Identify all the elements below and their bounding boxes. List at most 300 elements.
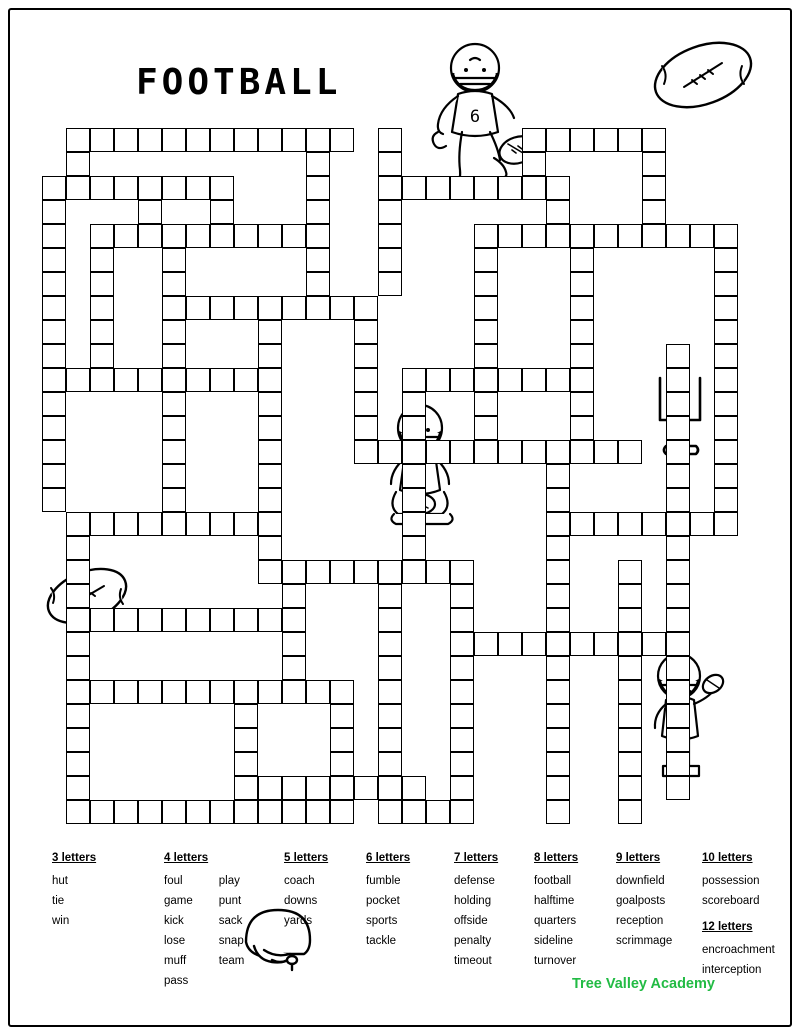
crossword-cell[interactable] bbox=[618, 440, 642, 464]
crossword-cell[interactable] bbox=[282, 584, 306, 608]
crossword-cell[interactable] bbox=[162, 488, 186, 512]
crossword-cell[interactable] bbox=[162, 248, 186, 272]
crossword-cell[interactable] bbox=[402, 488, 426, 512]
crossword-cell[interactable] bbox=[186, 368, 210, 392]
crossword-cell[interactable] bbox=[474, 344, 498, 368]
crossword-cell[interactable] bbox=[66, 752, 90, 776]
crossword-cell[interactable] bbox=[282, 560, 306, 584]
crossword-cell[interactable] bbox=[546, 464, 570, 488]
crossword-cell[interactable] bbox=[162, 512, 186, 536]
crossword-cell[interactable] bbox=[522, 128, 546, 152]
crossword-cell[interactable] bbox=[306, 296, 330, 320]
crossword-cell[interactable] bbox=[90, 368, 114, 392]
crossword-cell[interactable] bbox=[570, 392, 594, 416]
crossword-cell[interactable] bbox=[330, 128, 354, 152]
crossword-cell[interactable] bbox=[186, 800, 210, 824]
crossword-cell[interactable] bbox=[210, 368, 234, 392]
crossword-cell[interactable] bbox=[258, 296, 282, 320]
crossword-cell[interactable] bbox=[258, 608, 282, 632]
crossword-cell[interactable] bbox=[450, 584, 474, 608]
crossword-cell[interactable] bbox=[690, 224, 714, 248]
crossword-cell[interactable] bbox=[210, 680, 234, 704]
crossword-cell[interactable] bbox=[450, 608, 474, 632]
crossword-cell[interactable] bbox=[66, 608, 90, 632]
crossword-cell[interactable] bbox=[570, 224, 594, 248]
crossword-cell[interactable] bbox=[546, 656, 570, 680]
crossword-cell[interactable] bbox=[210, 200, 234, 224]
crossword-cell[interactable] bbox=[66, 560, 90, 584]
crossword-cell[interactable] bbox=[90, 248, 114, 272]
crossword-cell[interactable] bbox=[546, 176, 570, 200]
crossword-cell[interactable] bbox=[522, 440, 546, 464]
crossword-cell[interactable] bbox=[354, 320, 378, 344]
crossword-cell[interactable] bbox=[570, 272, 594, 296]
crossword-cell[interactable] bbox=[666, 728, 690, 752]
crossword-cell[interactable] bbox=[162, 416, 186, 440]
crossword-cell[interactable] bbox=[570, 320, 594, 344]
crossword-cell[interactable] bbox=[570, 632, 594, 656]
crossword-cell[interactable] bbox=[306, 224, 330, 248]
crossword-cell[interactable] bbox=[546, 608, 570, 632]
crossword-cell[interactable] bbox=[714, 248, 738, 272]
crossword-cell[interactable] bbox=[522, 368, 546, 392]
crossword-cell[interactable] bbox=[378, 224, 402, 248]
crossword-cell[interactable] bbox=[402, 560, 426, 584]
crossword-cell[interactable] bbox=[498, 632, 522, 656]
crossword-cell[interactable] bbox=[90, 512, 114, 536]
crossword-cell[interactable] bbox=[234, 800, 258, 824]
crossword-cell[interactable] bbox=[666, 392, 690, 416]
crossword-cell[interactable] bbox=[378, 608, 402, 632]
crossword-cell[interactable] bbox=[282, 632, 306, 656]
crossword-cell[interactable] bbox=[714, 272, 738, 296]
crossword-cell[interactable] bbox=[450, 728, 474, 752]
crossword-cell[interactable] bbox=[714, 368, 738, 392]
crossword-cell[interactable] bbox=[66, 512, 90, 536]
crossword-cell[interactable] bbox=[42, 416, 66, 440]
crossword-cell[interactable] bbox=[618, 632, 642, 656]
crossword-cell[interactable] bbox=[378, 656, 402, 680]
crossword-cell[interactable] bbox=[378, 584, 402, 608]
crossword-cell[interactable] bbox=[258, 416, 282, 440]
crossword-cell[interactable] bbox=[402, 416, 426, 440]
crossword-cell[interactable] bbox=[666, 680, 690, 704]
crossword-cell[interactable] bbox=[354, 776, 378, 800]
crossword-cell[interactable] bbox=[186, 296, 210, 320]
crossword-cell[interactable] bbox=[306, 800, 330, 824]
crossword-cell[interactable] bbox=[234, 512, 258, 536]
crossword-cell[interactable] bbox=[642, 512, 666, 536]
crossword-cell[interactable] bbox=[570, 128, 594, 152]
crossword-cell[interactable] bbox=[258, 392, 282, 416]
crossword-cell[interactable] bbox=[138, 128, 162, 152]
crossword-cell[interactable] bbox=[210, 608, 234, 632]
crossword-cell[interactable] bbox=[234, 608, 258, 632]
crossword-cell[interactable] bbox=[90, 296, 114, 320]
crossword-cell[interactable] bbox=[162, 680, 186, 704]
crossword-cell[interactable] bbox=[378, 728, 402, 752]
crossword-cell[interactable] bbox=[66, 728, 90, 752]
crossword-cell[interactable] bbox=[666, 488, 690, 512]
crossword-cell[interactable] bbox=[402, 536, 426, 560]
crossword-cell[interactable] bbox=[210, 224, 234, 248]
crossword-cell[interactable] bbox=[402, 464, 426, 488]
crossword-cell[interactable] bbox=[234, 776, 258, 800]
crossword-cell[interactable] bbox=[186, 608, 210, 632]
crossword-cell[interactable] bbox=[210, 800, 234, 824]
crossword-cell[interactable] bbox=[402, 800, 426, 824]
crossword-cell[interactable] bbox=[474, 272, 498, 296]
crossword-cell[interactable] bbox=[498, 224, 522, 248]
crossword-cell[interactable] bbox=[618, 128, 642, 152]
crossword-cell[interactable] bbox=[666, 704, 690, 728]
crossword-cell[interactable] bbox=[714, 320, 738, 344]
crossword-cell[interactable] bbox=[210, 128, 234, 152]
crossword-cell[interactable] bbox=[570, 248, 594, 272]
crossword-cell[interactable] bbox=[258, 320, 282, 344]
crossword-cell[interactable] bbox=[546, 800, 570, 824]
crossword-cell[interactable] bbox=[666, 416, 690, 440]
crossword-cell[interactable] bbox=[306, 776, 330, 800]
crossword-cell[interactable] bbox=[690, 512, 714, 536]
crossword-cell[interactable] bbox=[282, 680, 306, 704]
crossword-cell[interactable] bbox=[258, 224, 282, 248]
crossword-cell[interactable] bbox=[306, 248, 330, 272]
crossword-cell[interactable] bbox=[234, 704, 258, 728]
crossword-cell[interactable] bbox=[402, 776, 426, 800]
crossword-cell[interactable] bbox=[234, 128, 258, 152]
crossword-cell[interactable] bbox=[474, 320, 498, 344]
crossword-cell[interactable] bbox=[90, 320, 114, 344]
crossword-cell[interactable] bbox=[474, 368, 498, 392]
crossword-cell[interactable] bbox=[474, 440, 498, 464]
crossword-cell[interactable] bbox=[282, 608, 306, 632]
crossword-cell[interactable] bbox=[426, 560, 450, 584]
crossword-cell[interactable] bbox=[90, 176, 114, 200]
crossword-cell[interactable] bbox=[186, 680, 210, 704]
crossword-cell[interactable] bbox=[330, 296, 354, 320]
crossword-cell[interactable] bbox=[594, 512, 618, 536]
crossword-cell[interactable] bbox=[666, 776, 690, 800]
crossword-cell[interactable] bbox=[402, 392, 426, 416]
crossword-cell[interactable] bbox=[474, 416, 498, 440]
crossword-cell[interactable] bbox=[42, 224, 66, 248]
crossword-cell[interactable] bbox=[450, 632, 474, 656]
crossword-cell[interactable] bbox=[306, 200, 330, 224]
crossword-cell[interactable] bbox=[450, 368, 474, 392]
crossword-cell[interactable] bbox=[546, 704, 570, 728]
crossword-cell[interactable] bbox=[666, 632, 690, 656]
crossword-cell[interactable] bbox=[546, 680, 570, 704]
crossword-cell[interactable] bbox=[306, 152, 330, 176]
crossword-cell[interactable] bbox=[474, 296, 498, 320]
crossword-cell[interactable] bbox=[594, 224, 618, 248]
crossword-cell[interactable] bbox=[42, 272, 66, 296]
crossword-cell[interactable] bbox=[426, 368, 450, 392]
crossword-cell[interactable] bbox=[114, 608, 138, 632]
crossword-cell[interactable] bbox=[66, 584, 90, 608]
crossword-cell[interactable] bbox=[426, 800, 450, 824]
crossword-cell[interactable] bbox=[258, 128, 282, 152]
crossword-cell[interactable] bbox=[282, 800, 306, 824]
crossword-cell[interactable] bbox=[378, 800, 402, 824]
crossword-cell[interactable] bbox=[378, 176, 402, 200]
crossword-cell[interactable] bbox=[90, 128, 114, 152]
crossword-cell[interactable] bbox=[42, 296, 66, 320]
crossword-cell[interactable] bbox=[186, 224, 210, 248]
crossword-cell[interactable] bbox=[714, 392, 738, 416]
crossword-cell[interactable] bbox=[498, 176, 522, 200]
crossword-cell[interactable] bbox=[42, 392, 66, 416]
crossword-cell[interactable] bbox=[162, 128, 186, 152]
crossword-cell[interactable] bbox=[330, 776, 354, 800]
crossword-cell[interactable] bbox=[330, 704, 354, 728]
crossword-cell[interactable] bbox=[618, 800, 642, 824]
crossword-cell[interactable] bbox=[162, 368, 186, 392]
crossword-cell[interactable] bbox=[450, 560, 474, 584]
crossword-cell[interactable] bbox=[546, 200, 570, 224]
crossword-cell[interactable] bbox=[42, 200, 66, 224]
crossword-cell[interactable] bbox=[162, 296, 186, 320]
crossword-cell[interactable] bbox=[330, 560, 354, 584]
crossword-cell[interactable] bbox=[306, 272, 330, 296]
crossword-cell[interactable] bbox=[354, 416, 378, 440]
crossword-cell[interactable] bbox=[498, 368, 522, 392]
crossword-cell[interactable] bbox=[522, 632, 546, 656]
crossword-cell[interactable] bbox=[714, 512, 738, 536]
crossword-cell[interactable] bbox=[90, 800, 114, 824]
crossword-cell[interactable] bbox=[138, 200, 162, 224]
crossword-cell[interactable] bbox=[426, 176, 450, 200]
crossword-cell[interactable] bbox=[90, 344, 114, 368]
crossword-cell[interactable] bbox=[618, 512, 642, 536]
crossword-cell[interactable] bbox=[450, 656, 474, 680]
crossword-cell[interactable] bbox=[546, 128, 570, 152]
crossword-cell[interactable] bbox=[90, 272, 114, 296]
crossword-cell[interactable] bbox=[378, 776, 402, 800]
crossword-cell[interactable] bbox=[546, 440, 570, 464]
crossword-cell[interactable] bbox=[138, 176, 162, 200]
crossword-cell[interactable] bbox=[666, 584, 690, 608]
crossword-cell[interactable] bbox=[354, 560, 378, 584]
crossword-cell[interactable] bbox=[234, 680, 258, 704]
crossword-cell[interactable] bbox=[666, 536, 690, 560]
crossword-cell[interactable] bbox=[162, 320, 186, 344]
crossword-cell[interactable] bbox=[594, 440, 618, 464]
crossword-cell[interactable] bbox=[378, 152, 402, 176]
crossword-cell[interactable] bbox=[666, 608, 690, 632]
crossword-cell[interactable] bbox=[594, 632, 618, 656]
crossword-cell[interactable] bbox=[546, 224, 570, 248]
crossword-cell[interactable] bbox=[258, 488, 282, 512]
crossword-cell[interactable] bbox=[282, 296, 306, 320]
crossword-cell[interactable] bbox=[546, 728, 570, 752]
crossword-cell[interactable] bbox=[570, 344, 594, 368]
crossword-cell[interactable] bbox=[570, 368, 594, 392]
crossword-cell[interactable] bbox=[258, 344, 282, 368]
crossword-cell[interactable] bbox=[474, 392, 498, 416]
crossword-cell[interactable] bbox=[210, 296, 234, 320]
crossword-cell[interactable] bbox=[210, 512, 234, 536]
crossword-cell[interactable] bbox=[162, 272, 186, 296]
crossword-cell[interactable] bbox=[618, 608, 642, 632]
crossword-cell[interactable] bbox=[66, 680, 90, 704]
crossword-cell[interactable] bbox=[450, 752, 474, 776]
crossword-cell[interactable] bbox=[546, 752, 570, 776]
crossword-cell[interactable] bbox=[666, 344, 690, 368]
crossword-cell[interactable] bbox=[114, 680, 138, 704]
crossword-cell[interactable] bbox=[138, 368, 162, 392]
crossword-cell[interactable] bbox=[282, 776, 306, 800]
crossword-cell[interactable] bbox=[258, 512, 282, 536]
crossword-cell[interactable] bbox=[666, 464, 690, 488]
crossword-cell[interactable] bbox=[714, 440, 738, 464]
crossword-cell[interactable] bbox=[666, 560, 690, 584]
crossword-cell[interactable] bbox=[42, 368, 66, 392]
crossword-cell[interactable] bbox=[618, 704, 642, 728]
crossword-cell[interactable] bbox=[618, 752, 642, 776]
crossword-cell[interactable] bbox=[282, 128, 306, 152]
crossword-cell[interactable] bbox=[618, 584, 642, 608]
crossword-cell[interactable] bbox=[570, 512, 594, 536]
crossword-cell[interactable] bbox=[522, 224, 546, 248]
crossword-cell[interactable] bbox=[42, 248, 66, 272]
crossword-cell[interactable] bbox=[354, 440, 378, 464]
crossword-cell[interactable] bbox=[666, 440, 690, 464]
crossword-cell[interactable] bbox=[114, 128, 138, 152]
crossword-cell[interactable] bbox=[546, 776, 570, 800]
crossword-cell[interactable] bbox=[642, 176, 666, 200]
crossword-cell[interactable] bbox=[450, 440, 474, 464]
crossword-cell[interactable] bbox=[618, 656, 642, 680]
crossword-cell[interactable] bbox=[162, 608, 186, 632]
crossword-cell[interactable] bbox=[234, 368, 258, 392]
crossword-cell[interactable] bbox=[402, 368, 426, 392]
crossword-cell[interactable] bbox=[378, 272, 402, 296]
crossword-cell[interactable] bbox=[714, 344, 738, 368]
crossword-cell[interactable] bbox=[642, 152, 666, 176]
crossword-cell[interactable] bbox=[618, 728, 642, 752]
crossword-cell[interactable] bbox=[210, 176, 234, 200]
crossword-cell[interactable] bbox=[138, 512, 162, 536]
crossword-cell[interactable] bbox=[522, 176, 546, 200]
crossword-cell[interactable] bbox=[114, 368, 138, 392]
crossword-cell[interactable] bbox=[258, 800, 282, 824]
crossword-cell[interactable] bbox=[618, 680, 642, 704]
crossword-cell[interactable] bbox=[498, 440, 522, 464]
crossword-cell[interactable] bbox=[66, 800, 90, 824]
crossword-cell[interactable] bbox=[162, 464, 186, 488]
crossword-cell[interactable] bbox=[474, 176, 498, 200]
crossword-cell[interactable] bbox=[330, 752, 354, 776]
crossword-cell[interactable] bbox=[258, 680, 282, 704]
crossword-cell[interactable] bbox=[378, 560, 402, 584]
crossword-cell[interactable] bbox=[234, 296, 258, 320]
crossword-cell[interactable] bbox=[546, 488, 570, 512]
crossword-cell[interactable] bbox=[546, 584, 570, 608]
crossword-cell[interactable] bbox=[42, 320, 66, 344]
crossword-cell[interactable] bbox=[138, 608, 162, 632]
crossword-cell[interactable] bbox=[66, 368, 90, 392]
crossword-cell[interactable] bbox=[90, 608, 114, 632]
crossword-cell[interactable] bbox=[258, 440, 282, 464]
crossword-cell[interactable] bbox=[714, 416, 738, 440]
crossword-cell[interactable] bbox=[402, 440, 426, 464]
crossword-cell[interactable] bbox=[474, 224, 498, 248]
crossword-cell[interactable] bbox=[186, 512, 210, 536]
crossword-cell[interactable] bbox=[642, 224, 666, 248]
crossword-cell[interactable] bbox=[618, 224, 642, 248]
crossword-cell[interactable] bbox=[666, 752, 690, 776]
crossword-cell[interactable] bbox=[354, 368, 378, 392]
crossword-cell[interactable] bbox=[66, 176, 90, 200]
crossword-cell[interactable] bbox=[402, 512, 426, 536]
crossword-cell[interactable] bbox=[378, 128, 402, 152]
crossword-cell[interactable] bbox=[162, 800, 186, 824]
crossword-cell[interactable] bbox=[138, 224, 162, 248]
crossword-cell[interactable] bbox=[378, 704, 402, 728]
crossword-cell[interactable] bbox=[258, 560, 282, 584]
crossword-cell[interactable] bbox=[138, 800, 162, 824]
crossword-cell[interactable] bbox=[114, 800, 138, 824]
crossword-cell[interactable] bbox=[114, 176, 138, 200]
crossword-cell[interactable] bbox=[42, 464, 66, 488]
crossword-cell[interactable] bbox=[714, 488, 738, 512]
crossword-cell[interactable] bbox=[66, 776, 90, 800]
crossword-cell[interactable] bbox=[42, 488, 66, 512]
crossword-cell[interactable] bbox=[378, 752, 402, 776]
crossword-cell[interactable] bbox=[354, 392, 378, 416]
crossword-cell[interactable] bbox=[522, 152, 546, 176]
crossword-cell[interactable] bbox=[258, 776, 282, 800]
crossword-cell[interactable] bbox=[450, 800, 474, 824]
crossword-cell[interactable] bbox=[378, 200, 402, 224]
crossword-cell[interactable] bbox=[258, 536, 282, 560]
crossword-cell[interactable] bbox=[714, 464, 738, 488]
crossword-cell[interactable] bbox=[666, 368, 690, 392]
crossword-cell[interactable] bbox=[330, 680, 354, 704]
crossword-cell[interactable] bbox=[162, 392, 186, 416]
crossword-cell[interactable] bbox=[378, 248, 402, 272]
crossword-cell[interactable] bbox=[618, 560, 642, 584]
crossword-cell[interactable] bbox=[42, 176, 66, 200]
crossword-cell[interactable] bbox=[642, 128, 666, 152]
crossword-cell[interactable] bbox=[570, 416, 594, 440]
crossword-cell[interactable] bbox=[162, 224, 186, 248]
crossword-cell[interactable] bbox=[642, 632, 666, 656]
crossword-cell[interactable] bbox=[450, 704, 474, 728]
crossword-cell[interactable] bbox=[450, 680, 474, 704]
crossword-cell[interactable] bbox=[450, 176, 474, 200]
crossword-cell[interactable] bbox=[186, 176, 210, 200]
crossword-cell[interactable] bbox=[546, 536, 570, 560]
crossword-cell[interactable] bbox=[90, 224, 114, 248]
crossword-cell[interactable] bbox=[474, 248, 498, 272]
crossword-cell[interactable] bbox=[258, 368, 282, 392]
crossword-cell[interactable] bbox=[234, 728, 258, 752]
crossword-cell[interactable] bbox=[186, 128, 210, 152]
crossword-cell[interactable] bbox=[426, 440, 450, 464]
crossword-cell[interactable] bbox=[162, 176, 186, 200]
crossword-cell[interactable] bbox=[66, 152, 90, 176]
crossword-cell[interactable] bbox=[378, 632, 402, 656]
crossword-cell[interactable] bbox=[66, 632, 90, 656]
crossword-cell[interactable] bbox=[42, 440, 66, 464]
crossword-cell[interactable] bbox=[90, 680, 114, 704]
crossword-cell[interactable] bbox=[234, 752, 258, 776]
crossword-cell[interactable] bbox=[258, 464, 282, 488]
crossword-cell[interactable] bbox=[66, 704, 90, 728]
